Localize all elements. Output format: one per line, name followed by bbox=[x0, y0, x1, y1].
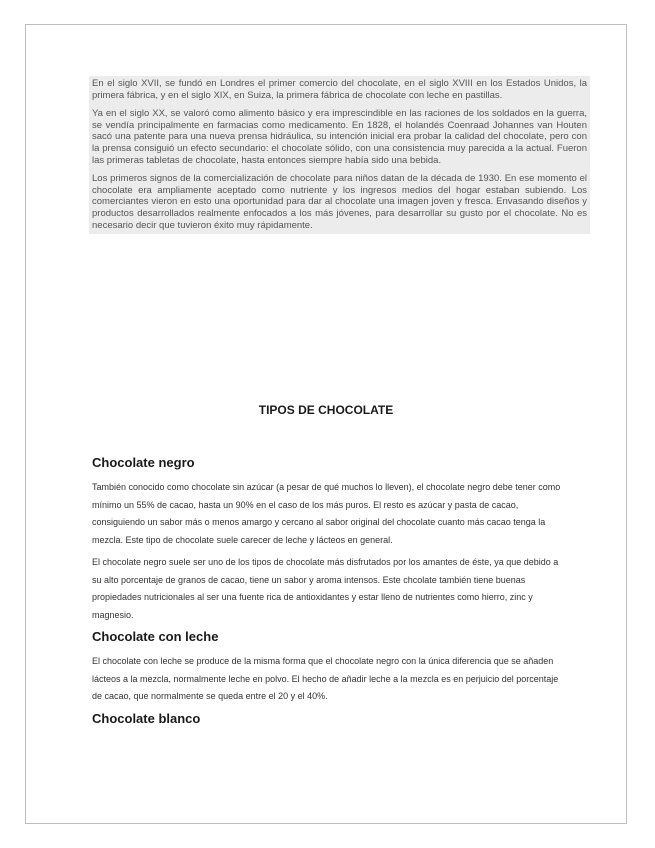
section-title: TIPOS DE CHOCOLATE bbox=[258, 403, 394, 417]
document-page bbox=[25, 24, 627, 824]
intro-paragraph: Los primeros signos de la comercialización de chocolate para niños datan de la década de 1930. En ese momento el chocolate era ampliamente aceptado como nutriente y los ingresos medios del hogar estaban subiendo. Los comerciantes vieron en esto una oportunidad para dar al chocolate una imagen joven y fresca. Envasando diseños y productos desarrollados realmente enfocados a los más jóvenes, para desarrollar su gusto por el chocolate. No es necesario decir que tuvieron éxito muy rápidamente. bbox=[92, 173, 587, 231]
heading-chocolate-negro: Chocolate negro bbox=[92, 455, 195, 470]
intro-paragraph: En el siglo XVII, se fundó en Londres el primer comercio del chocolate, en el siglo XVIII en los Estados Unidos, la primera fábrica, y en el siglo XIX, en Suiza, la primera fábrica de chocolate con leche en pastillas. bbox=[92, 78, 587, 101]
paragraph: El chocolate con leche se produce de la misma forma que el chocolate negro con la única diferencia que se añaden lácteos a la mezcla, normalmente leche en polvo. El hecho de añadir leche a la mezcla es en perjuicio del porcentaje de cacao, que normalmente se queda entre el 20 y el 40%. bbox=[92, 656, 559, 701]
paragraph: El chocolate negro suele ser uno de los tipos de chocolate más disfrutados por los amantes de éste, ya que debido a su alto porcentaje de granos de cacao, tiene un sabor y aroma intensos. Este chcolate también tiene buenas propiedades nutricionales al ser una fuente rica de antioxidantes y estar lleno de nutrientes como hierro, zinc y magnesio. bbox=[92, 557, 559, 620]
chocolate-types-body bbox=[92, 455, 570, 735]
heading-chocolate-con-leche: Chocolate con leche bbox=[92, 629, 219, 644]
paragraph: También conocido como chocolate sin azúcar (a pesar de qué muchos lo lleven), el chocolate negro debe tener como mínimo un 55% de cacao, hasta un 90% en el caso de los más puros. El resto es azúcar y pasta de cacao, consiguiendo un sabor más o menos amargo y cercano al sabor original del chocolate cuanto más cacao tenga la mezcla. Este tipo de chocolate suele carecer de leche y lácteos en general. bbox=[92, 482, 561, 545]
intro-paragraph: Ya en el siglo XX, se valoró como alimento básico y era imprescindible en las raciones de los soldados en la guerra, se vendía principalmente en farmacias como medicamento. En 1828, el holandés Coenraad Johannes van Houten sacó una patente para una nueva prensa hidráulica, su intención inicial era probar la calidad del chocolate, pero con la prensa consiguió un efecto secundario: el chocolate sólido, con una consistencia muy parecida a la actual. Fueron las primeras tabletas de chocolate, hasta entonces siempre había sido una bebida. bbox=[92, 108, 587, 166]
heading-chocolate-blanco: Chocolate blanco bbox=[92, 710, 201, 726]
intro-text-block bbox=[89, 76, 590, 234]
